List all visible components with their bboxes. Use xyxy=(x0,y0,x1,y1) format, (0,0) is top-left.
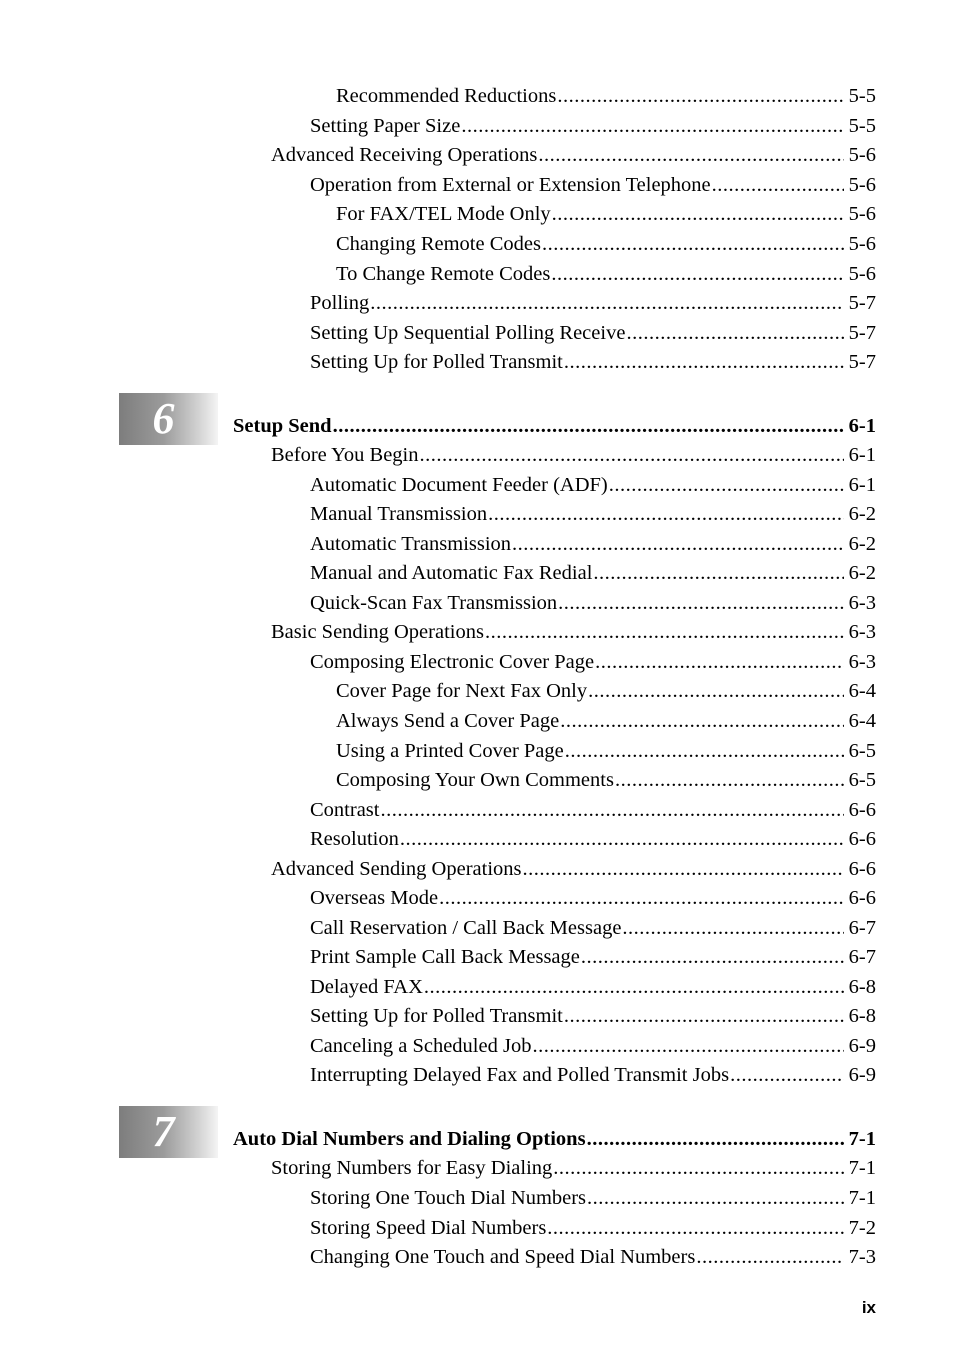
toc-entry-page: 5-6 xyxy=(848,233,876,255)
dot-leader xyxy=(609,472,844,498)
dot-leader xyxy=(547,1215,843,1241)
dot-leader xyxy=(696,1244,843,1270)
toc-entry-page: 6-7 xyxy=(848,946,876,968)
dot-leader xyxy=(461,113,843,139)
toc-entry-page: 6-1 xyxy=(848,415,876,437)
dot-leader xyxy=(730,1062,844,1088)
toc-entry[interactable] xyxy=(310,1185,876,1211)
dot-leader xyxy=(588,678,844,704)
toc-entry-title: Storing Speed Dial Numbers xyxy=(310,1217,547,1239)
toc-entry-title: Print Sample Call Back Message xyxy=(310,946,580,968)
dot-leader xyxy=(551,261,843,287)
dot-leader xyxy=(333,413,844,439)
toc-entry[interactable] xyxy=(310,1003,876,1029)
toc-entry-title: Changing Remote Codes xyxy=(336,233,541,255)
dot-leader xyxy=(523,856,844,882)
toc-entry-page: 6-3 xyxy=(848,592,876,614)
dot-leader xyxy=(538,142,843,168)
dot-leader xyxy=(615,767,844,793)
dot-leader xyxy=(400,826,844,852)
toc-entry[interactable] xyxy=(310,320,876,346)
toc-entry[interactable] xyxy=(310,826,876,852)
chapter-number: 7 xyxy=(152,1107,175,1156)
toc-entry-title: Polling xyxy=(310,292,370,314)
dot-leader xyxy=(565,738,844,764)
toc-entry-title: Setting Up for Polled Transmit xyxy=(310,351,563,373)
toc-entry[interactable] xyxy=(310,501,876,527)
dot-leader xyxy=(564,349,844,375)
toc-entry[interactable] xyxy=(310,797,876,823)
toc-entry[interactable] xyxy=(310,1244,876,1270)
toc-entry[interactable] xyxy=(336,708,876,734)
dot-leader xyxy=(419,442,843,468)
toc-entry-page: 5-7 xyxy=(848,322,876,344)
toc-entry-title: Interrupting Delayed Fax and Polled Transmit Jobs xyxy=(310,1064,730,1086)
dot-leader xyxy=(581,944,844,970)
toc-entry-title: Advanced Sending Operations xyxy=(271,858,522,880)
dot-leader xyxy=(564,1003,844,1029)
toc-entry-page: 6-6 xyxy=(848,887,876,909)
toc-entry[interactable] xyxy=(336,767,876,793)
toc-entry-title: Delayed FAX xyxy=(310,976,423,998)
toc-entry-page: 6-2 xyxy=(848,533,876,555)
toc-entry[interactable] xyxy=(310,944,876,970)
toc-entry-title: Cover Page for Next Fax Only xyxy=(336,680,588,702)
toc-entry-page: 5-6 xyxy=(848,203,876,225)
toc-entry[interactable] xyxy=(336,201,876,227)
dot-leader xyxy=(587,1126,844,1152)
toc-entry-title: Call Reservation / Call Back Message xyxy=(310,917,622,939)
toc-entry-page: 5-6 xyxy=(848,263,876,285)
toc-entry-title: Storing One Touch Dial Numbers xyxy=(310,1187,587,1209)
toc-entry-page: 5-5 xyxy=(848,115,876,137)
toc-entry-page: 7-1 xyxy=(848,1157,876,1179)
toc-entry[interactable] xyxy=(336,738,876,764)
toc-entry[interactable] xyxy=(336,231,876,257)
dot-leader xyxy=(593,560,843,586)
dot-leader xyxy=(553,1155,843,1181)
dot-leader xyxy=(587,1185,844,1211)
toc-entry-title: Changing One Touch and Speed Dial Numbers xyxy=(310,1246,696,1268)
toc-entry[interactable] xyxy=(271,856,876,882)
toc-entry-title: Setting Up Sequential Polling Receive xyxy=(310,322,626,344)
dot-leader xyxy=(370,290,843,316)
toc-entry-title: For FAX/TEL Mode Only xyxy=(336,203,551,225)
dot-leader xyxy=(552,201,844,227)
dot-leader xyxy=(532,1033,843,1059)
toc-entry[interactable] xyxy=(310,915,876,941)
toc-entry-title: Contrast xyxy=(310,799,380,821)
toc-chapter-entry[interactable] xyxy=(233,413,876,439)
dot-leader xyxy=(595,649,844,675)
dot-leader xyxy=(560,708,843,734)
toc-entry[interactable] xyxy=(310,290,876,316)
toc-entry-title: To Change Remote Codes xyxy=(336,263,551,285)
toc-entry-title: Canceling a Scheduled Job xyxy=(310,1035,532,1057)
toc-entry-title: Always Send a Cover Page xyxy=(336,710,560,732)
dot-leader xyxy=(512,531,844,557)
toc-entry-page: 6-2 xyxy=(848,503,876,525)
toc-entry-page: 6-1 xyxy=(848,474,876,496)
toc-entry-page: 6-9 xyxy=(848,1064,876,1086)
toc-entry-page: 5-7 xyxy=(848,351,876,373)
toc-entry[interactable] xyxy=(336,83,876,109)
toc-entry[interactable] xyxy=(310,472,876,498)
toc-entry-page: 6-2 xyxy=(848,562,876,584)
toc-entry[interactable] xyxy=(310,560,876,586)
toc-entry[interactable] xyxy=(310,1033,876,1059)
toc-entry[interactable] xyxy=(271,619,876,645)
toc-entry[interactable] xyxy=(310,649,876,675)
toc-entry[interactable] xyxy=(336,261,876,287)
toc-entry-page: 6-5 xyxy=(848,740,876,762)
dot-leader xyxy=(626,320,843,346)
chapter-tab xyxy=(119,393,218,445)
dot-leader xyxy=(439,885,844,911)
toc-entry-page: 7-1 xyxy=(848,1128,876,1150)
toc-entry[interactable] xyxy=(271,1155,876,1181)
toc-entry[interactable] xyxy=(310,1062,876,1088)
toc-entry-title: Manual Transmission xyxy=(310,503,488,525)
toc-entry-title: Quick-Scan Fax Transmission xyxy=(310,592,558,614)
toc-entry-title: Auto Dial Numbers and Dialing Options xyxy=(233,1128,586,1150)
toc-entry[interactable] xyxy=(310,531,876,557)
toc-entry[interactable] xyxy=(271,442,876,468)
toc-entry-title: Composing Electronic Cover Page xyxy=(310,651,595,673)
toc-entry-title: Automatic Document Feeder (ADF) xyxy=(310,474,608,496)
toc-entry-page: 6-8 xyxy=(848,976,876,998)
dot-leader xyxy=(712,172,844,198)
toc-entry-title: Basic Sending Operations xyxy=(271,621,484,643)
toc-entry[interactable] xyxy=(271,142,876,168)
toc-entry[interactable] xyxy=(310,349,876,375)
dot-leader xyxy=(485,619,844,645)
toc-entry-title: Automatic Transmission xyxy=(310,533,512,555)
toc-entry[interactable] xyxy=(310,974,876,1000)
toc-entry-title: Overseas Mode xyxy=(310,887,439,909)
toc-entry-page: 7-2 xyxy=(848,1217,876,1239)
toc-entry-title: Advanced Receiving Operations xyxy=(271,144,538,166)
dot-leader xyxy=(488,501,844,527)
toc-entry-title: Before You Begin xyxy=(271,444,419,466)
dot-leader xyxy=(424,974,844,1000)
toc-entry-page: 6-6 xyxy=(848,858,876,880)
toc-entry-title: Setting Paper Size xyxy=(310,115,461,137)
toc-entry[interactable] xyxy=(310,590,876,616)
toc-entry[interactable] xyxy=(310,172,876,198)
toc-entry-title: Storing Numbers for Easy Dialing xyxy=(271,1157,553,1179)
chapter-number: 6 xyxy=(152,394,175,443)
toc-chapter-entry[interactable] xyxy=(233,1126,876,1152)
toc-entry-page: 6-3 xyxy=(848,651,876,673)
toc-entry-page: 6-8 xyxy=(848,1005,876,1027)
toc-entry[interactable] xyxy=(310,1215,876,1241)
toc-entry-page: 6-4 xyxy=(848,710,876,732)
toc-entry-page: 6-3 xyxy=(848,621,876,643)
dot-leader xyxy=(622,915,843,941)
toc-entry-title: Manual and Automatic Fax Redial xyxy=(310,562,593,584)
chapter-tab xyxy=(119,1106,218,1158)
toc-entry[interactable] xyxy=(310,885,876,911)
toc-entry[interactable] xyxy=(310,113,876,139)
toc-entry-title: Operation from External or Extension Telephone xyxy=(310,174,711,196)
dot-leader xyxy=(558,590,844,616)
toc-entry-page: 5-6 xyxy=(848,144,876,166)
toc-entry-page: 6-9 xyxy=(848,1035,876,1057)
toc-entry-page: 5-5 xyxy=(848,85,876,107)
toc-entry-page: 5-6 xyxy=(848,174,876,196)
toc-entry-title: Using a Printed Cover Page xyxy=(336,740,564,762)
dot-leader xyxy=(542,231,844,257)
dot-leader xyxy=(557,83,843,109)
toc-entry-page: 6-4 xyxy=(848,680,876,702)
toc-entry-page: 6-6 xyxy=(848,799,876,821)
toc-entry-page: 6-6 xyxy=(848,828,876,850)
dot-leader xyxy=(380,797,843,823)
toc-entry-page: 7-1 xyxy=(848,1187,876,1209)
toc-entry-title: Resolution xyxy=(310,828,399,850)
page-number: ix xyxy=(861,1298,876,1317)
toc-entry-page: 6-1 xyxy=(848,444,876,466)
toc-entry-title: Recommended Reductions xyxy=(336,85,557,107)
toc-entry[interactable] xyxy=(336,678,876,704)
toc-entry-page: 6-7 xyxy=(848,917,876,939)
toc-entry-page: 5-7 xyxy=(848,292,876,314)
toc-entry-title: Setting Up for Polled Transmit xyxy=(310,1005,563,1027)
toc-entry-page: 6-5 xyxy=(848,769,876,791)
toc-entry-title: Setup Send xyxy=(233,415,332,437)
toc-entry-title: Composing Your Own Comments xyxy=(336,769,614,791)
toc-entry-page: 7-3 xyxy=(848,1246,876,1268)
